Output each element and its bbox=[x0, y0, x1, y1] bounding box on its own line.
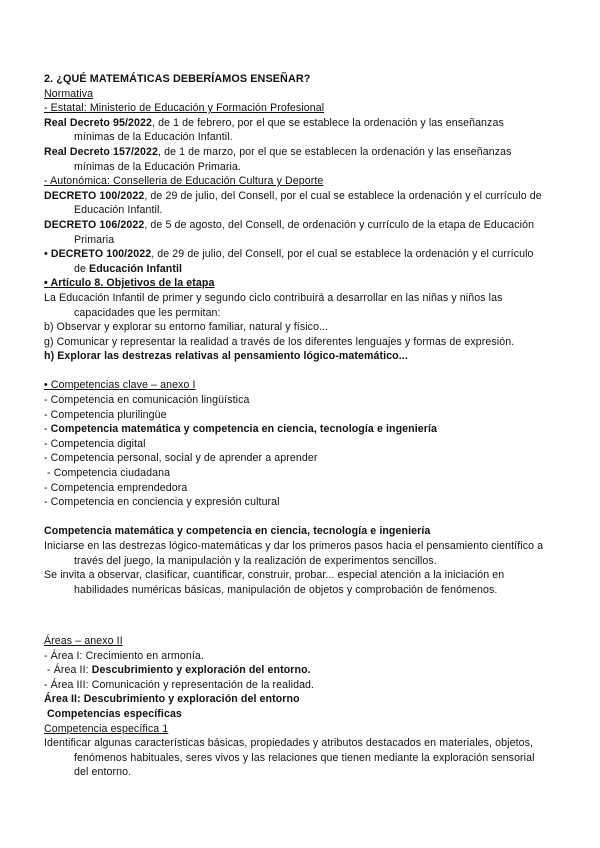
ce1-text: Identificar algunas características básicas, propiedades y atributos destacados en materiales, objetos, bbox=[44, 737, 534, 750]
spacer bbox=[44, 364, 564, 379]
competencia-bold-prefix: - bbox=[44, 423, 51, 436]
area2-heading: Área II: Descubrimiento y exploración del entorno bbox=[44, 693, 300, 706]
cmct-p1-cont: través del juego, la manipulación y la realización de experimentos sencillos. bbox=[74, 554, 437, 567]
rd95-entry bbox=[44, 116, 564, 131]
area-item-highlight bbox=[44, 663, 564, 678]
competencia-item: - Competencia plurilingüe bbox=[44, 408, 167, 421]
competencia-bold-text: Competencia matemática y competencia en ciencia, tecnología e ingeniería bbox=[50, 423, 438, 436]
ce1-heading: Competencia específica 1 bbox=[44, 722, 169, 735]
rd95-text: , de 1 de febrero, por el que se establece la ordenación y las enseñanzas bbox=[152, 116, 504, 129]
objetivo-b: b) Observar y explorar su entorno familiar, natural y físico... bbox=[44, 321, 329, 334]
cmct-p1: Iniciarse en las destrezas lógico-matemáticas y dar los primeros pasos hacia el pensamiento científico a bbox=[44, 540, 544, 552]
autonomica-heading: - Autonómica: Conselleria de Educación Cultura y Deporte bbox=[44, 175, 324, 188]
competencias-especificas-heading: Competencias específicas bbox=[44, 707, 182, 720]
d100-title: DECRETO 100/2022 bbox=[44, 189, 145, 202]
cmct-p2-cont: habilidades numéricas básicas, manipulación de objetos y comprobación de fenómenos. bbox=[74, 583, 498, 596]
objetivo-h: h) Explorar las destrezas relativas al pensamiento lógico-matemático... bbox=[44, 350, 408, 363]
competencia-item: - Competencia personal, social y de aprender a aprender bbox=[44, 452, 318, 465]
d100b-cont bbox=[44, 262, 564, 277]
d100b-title: • DECRETO 100/2022 bbox=[44, 248, 152, 261]
normativa-heading: Normativa bbox=[44, 87, 94, 100]
d106-cont: Primaria bbox=[74, 233, 115, 246]
rd157-cont: mínimas de la Educación Primaria. bbox=[74, 160, 241, 173]
articulo-heading: • Artículo 8. Objetivos de la etapa bbox=[44, 277, 215, 290]
cmct-heading: Competencia matemática y competencia en ciencia, tecnología e ingeniería bbox=[44, 525, 431, 538]
area-item: - Área III: Comunicación y representación de la realidad. bbox=[44, 678, 315, 691]
competencia-item-highlight bbox=[44, 422, 564, 437]
objetivo-g: g) Comunicar y representar la realidad a través de los diferentes lenguajes y formas de expresión. bbox=[44, 335, 515, 348]
area2-bold: Descubrimiento y exploración del entorno. bbox=[91, 664, 311, 677]
d100b-cont-bold: Educación Infantil bbox=[89, 262, 183, 275]
document-page bbox=[44, 72, 564, 780]
competencia-item: - Competencia en comunicación lingüística bbox=[44, 394, 250, 407]
d106-text: , de 5 de agosto, del Consell, de ordenación y currículo de la etapa de Educación bbox=[144, 218, 535, 231]
rd95-cont: mínimas de la Educación Infantil. bbox=[74, 131, 233, 144]
rd157-title: Real Decreto 157/2022 bbox=[44, 145, 158, 158]
d106-title: DECRETO 106/2022 bbox=[44, 218, 145, 231]
competencia-item: - Competencia digital bbox=[44, 437, 146, 450]
d106-entry bbox=[44, 218, 564, 233]
area2-prefix: - Área II: bbox=[44, 664, 92, 677]
spacer bbox=[44, 619, 564, 634]
rd95-title: Real Decreto 95/2022 bbox=[44, 116, 153, 129]
ce1-cont: fenómenos habituales, seres vivos y las relaciones que tienen mediante la exploración sensorial bbox=[74, 751, 535, 764]
spacer bbox=[44, 510, 564, 525]
spacer bbox=[44, 597, 564, 619]
articulo-intro: La Educación Infantil de primer y segundo ciclo contribuirá a desarrollar en las niñas y niños las bbox=[44, 291, 503, 304]
articulo-intro-cont: capacidades que les permitan: bbox=[74, 306, 221, 319]
competencia-item: - Competencia en conciencia y expresión cultural bbox=[44, 496, 280, 509]
rd157-entry bbox=[44, 145, 564, 160]
competencia-item: - Competencia ciudadana bbox=[44, 467, 171, 480]
d100b-entry bbox=[44, 247, 564, 262]
d100-cont: Educación Infantil. bbox=[74, 204, 163, 217]
area-item: - Área I: Crecimiento en armonía. bbox=[44, 649, 204, 662]
cmct-p2: Se invita a observar, clasificar, cuantificar, construir, probar... especial atención a la iniciación en bbox=[44, 569, 505, 582]
d100-entry bbox=[44, 189, 564, 204]
section-title: 2. ¿QUÉ MATEMÁTICAS DEBERÍAMOS ENSEÑAR? bbox=[44, 73, 311, 85]
competencia-item: - Competencia emprendedora bbox=[44, 481, 188, 494]
competencias-heading: • Competencias clave – anexo I bbox=[44, 379, 196, 392]
estatal-heading: - Estatal: Ministerio de Educación y Formación Profesional bbox=[44, 102, 325, 115]
rd157-text: , de 1 de marzo, por el que se establecen la ordenación y las enseñanzas bbox=[158, 145, 512, 158]
d100b-cont-prefix: de bbox=[74, 262, 90, 275]
ce1-cont: del entorno. bbox=[74, 766, 132, 779]
areas-heading: Áreas – anexo II bbox=[44, 634, 123, 647]
d100b-text: , de 29 de julio, del Consell, por el cual se establece la ordenación y el currículo bbox=[151, 248, 534, 261]
d100-text: , de 29 de julio, del Consell, por el cual se establece la ordenación y el currículo de bbox=[144, 189, 542, 202]
